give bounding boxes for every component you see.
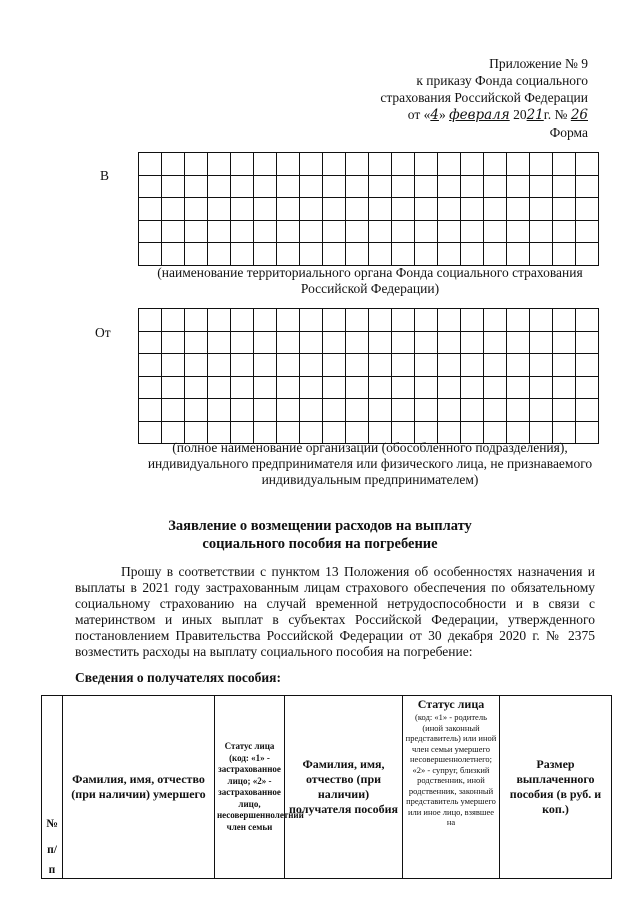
grid-cell[interactable] <box>231 176 254 199</box>
from-caption: (полное наименование организации (обособленного подразделения), индивидуального предпринимателя или физического лица, не признаваемого индивидуальным предпринимателем) <box>147 440 593 487</box>
grid-cell[interactable] <box>208 153 231 176</box>
handwritten-day: 4 <box>430 107 439 123</box>
grid-cell[interactable] <box>530 354 553 377</box>
grid-cell[interactable] <box>346 153 369 176</box>
header-cell-recipient-status: Статус лица (код: «1» - родитель (иной законный представитель) или иной член семьи умершего несовершеннолетнего; «2» - супруг, близкий родственник, иной родственник, законный представитель умершего или иное лицо, взявшее на <box>403 696 500 879</box>
grid-cell[interactable] <box>438 399 461 422</box>
grid-cell[interactable] <box>392 332 415 355</box>
grid-cell[interactable] <box>323 153 346 176</box>
grid-cell[interactable] <box>553 176 576 199</box>
grid-cell[interactable] <box>254 354 277 377</box>
grid-cell[interactable] <box>553 243 576 266</box>
grid-cell[interactable] <box>461 309 484 332</box>
grid-cell[interactable] <box>484 153 507 176</box>
grid-cell[interactable] <box>415 198 438 221</box>
grid-cell[interactable] <box>415 153 438 176</box>
grid-cell[interactable] <box>323 332 346 355</box>
grid-cell[interactable] <box>461 332 484 355</box>
grid-cell[interactable] <box>346 309 369 332</box>
grid-cell[interactable] <box>438 176 461 199</box>
grid-cell[interactable] <box>553 332 576 355</box>
grid-cell[interactable] <box>369 198 392 221</box>
grid-cell[interactable] <box>530 176 553 199</box>
grid-cell[interactable] <box>461 243 484 266</box>
grid-cell[interactable] <box>438 243 461 266</box>
grid-cell[interactable] <box>254 198 277 221</box>
grid-cell[interactable] <box>553 354 576 377</box>
grid-cell[interactable] <box>300 377 323 400</box>
grid-cell[interactable] <box>507 221 530 244</box>
grid-cell[interactable] <box>162 176 185 199</box>
grid-cell[interactable] <box>507 399 530 422</box>
grid-cell[interactable] <box>277 198 300 221</box>
grid-cell[interactable] <box>139 377 162 400</box>
grid-cell[interactable] <box>553 377 576 400</box>
grid-cell[interactable] <box>231 377 254 400</box>
grid-cell[interactable] <box>323 243 346 266</box>
grid-cell[interactable] <box>507 176 530 199</box>
grid-cell[interactable] <box>208 176 231 199</box>
grid-cell[interactable] <box>507 377 530 400</box>
grid-cell[interactable] <box>346 221 369 244</box>
grid-cell[interactable] <box>484 332 507 355</box>
grid-cell[interactable] <box>484 243 507 266</box>
grid-cell[interactable] <box>139 332 162 355</box>
grid-cell[interactable] <box>530 309 553 332</box>
to-caption: (наименование территориального органа Фонда социального страхования Российской Федерации) <box>157 265 583 296</box>
grid-cell[interactable] <box>392 377 415 400</box>
grid-cell[interactable] <box>576 221 599 244</box>
grid-cell[interactable] <box>185 153 208 176</box>
grid-cell[interactable] <box>346 377 369 400</box>
grid-cell[interactable] <box>507 243 530 266</box>
grid-cell[interactable] <box>300 221 323 244</box>
grid-cell[interactable] <box>392 221 415 244</box>
grid-cell[interactable] <box>392 198 415 221</box>
grid-cell[interactable] <box>139 198 162 221</box>
grid-cell[interactable] <box>484 221 507 244</box>
grid-cell[interactable] <box>415 176 438 199</box>
grid-cell[interactable] <box>185 221 208 244</box>
grid-cell[interactable] <box>162 332 185 355</box>
grid-cell[interactable] <box>576 176 599 199</box>
grid-cell[interactable] <box>185 309 208 332</box>
grid-cell[interactable] <box>162 399 185 422</box>
grid-cell[interactable] <box>185 198 208 221</box>
appendix-number: Приложение № 9 <box>489 56 588 71</box>
grid-cell[interactable] <box>323 399 346 422</box>
grid-cell[interactable] <box>139 176 162 199</box>
grid-cell[interactable] <box>369 221 392 244</box>
order-line: к приказу Фонда социального <box>416 73 588 88</box>
grid-cell[interactable] <box>185 377 208 400</box>
grid-cell[interactable] <box>346 354 369 377</box>
sender-organization-grid[interactable] <box>138 308 599 444</box>
grid-cell[interactable] <box>323 377 346 400</box>
document-title: Заявление о возмещении расходов на выплату социального пособия на погребение <box>168 518 472 552</box>
grid-cell[interactable] <box>277 176 300 199</box>
recipient-organ-grid[interactable] <box>138 152 599 266</box>
grid-cell[interactable] <box>346 399 369 422</box>
grid-cell[interactable] <box>530 153 553 176</box>
request-paragraph: Прошу в соответствии с пунктом 13 Положения об особенностях назначения и выплаты в 2021 году застрахованным лицам страхового обеспечения по обязательному социальному страхованию на случай временной нетрудоспособности и в связи с материнством и иных выплат в субъектах Российской Федерации, утвержденного постановлением Правительства Российской Федерации от 30 декабря 2020 г. № 2375 возместить расходы на выплату социального пособия на погребение: <box>75 564 595 659</box>
grid-cell[interactable] <box>507 332 530 355</box>
grid-cell[interactable] <box>300 399 323 422</box>
grid-cell[interactable] <box>484 309 507 332</box>
grid-cell[interactable] <box>323 198 346 221</box>
grid-cell[interactable] <box>208 354 231 377</box>
grid-cell[interactable] <box>392 309 415 332</box>
recipients-table <box>41 695 612 879</box>
grid-cell[interactable] <box>415 243 438 266</box>
grid-cell[interactable] <box>507 309 530 332</box>
grid-cell[interactable] <box>162 221 185 244</box>
header-cell-number: № п/ п <box>42 696 63 879</box>
grid-cell[interactable] <box>369 153 392 176</box>
grid-cell[interactable] <box>392 243 415 266</box>
grid-cell[interactable] <box>208 221 231 244</box>
grid-cell[interactable] <box>438 354 461 377</box>
grid-cell[interactable] <box>277 153 300 176</box>
grid-cell[interactable] <box>369 332 392 355</box>
grid-cell[interactable] <box>461 176 484 199</box>
grid-cell[interactable] <box>208 399 231 422</box>
grid-cell[interactable] <box>507 354 530 377</box>
grid-cell[interactable] <box>231 354 254 377</box>
grid-cell[interactable] <box>576 309 599 332</box>
grid-cell[interactable] <box>346 198 369 221</box>
grid-cell[interactable] <box>530 198 553 221</box>
grid-cell[interactable] <box>300 332 323 355</box>
grid-cell[interactable] <box>139 243 162 266</box>
grid-cell[interactable] <box>254 309 277 332</box>
grid-cell[interactable] <box>461 198 484 221</box>
grid-cell[interactable] <box>415 399 438 422</box>
grid-cell[interactable] <box>576 354 599 377</box>
grid-cell[interactable] <box>392 354 415 377</box>
grid-cell[interactable] <box>438 309 461 332</box>
grid-cell[interactable] <box>277 332 300 355</box>
grid-cell[interactable] <box>369 176 392 199</box>
grid-cell[interactable] <box>300 176 323 199</box>
grid-cell[interactable] <box>277 377 300 400</box>
grid-cell[interactable] <box>323 176 346 199</box>
grid-cell[interactable] <box>162 377 185 400</box>
grid-cell[interactable] <box>484 176 507 199</box>
grid-cell[interactable] <box>231 198 254 221</box>
grid-cell[interactable] <box>461 377 484 400</box>
grid-cell[interactable] <box>530 332 553 355</box>
grid-cell[interactable] <box>392 176 415 199</box>
grid-cell[interactable] <box>139 399 162 422</box>
grid-cell[interactable] <box>231 243 254 266</box>
grid-cell[interactable] <box>277 354 300 377</box>
grid-cell[interactable] <box>254 176 277 199</box>
grid-cell[interactable] <box>208 332 231 355</box>
grid-cell[interactable] <box>576 399 599 422</box>
grid-cell[interactable] <box>139 309 162 332</box>
grid-cell[interactable] <box>415 377 438 400</box>
grid-cell[interactable] <box>277 399 300 422</box>
order-reference <box>380 55 588 141</box>
header-cell-deceased-name: Фамилия, имя, отчество (при наличии) умершего <box>63 696 215 879</box>
grid-cell[interactable] <box>369 354 392 377</box>
grid-cell[interactable] <box>323 309 346 332</box>
grid-cell[interactable] <box>530 399 553 422</box>
grid-cell[interactable] <box>461 399 484 422</box>
grid-cell[interactable] <box>254 377 277 400</box>
grid-cell[interactable] <box>254 399 277 422</box>
grid-cell[interactable] <box>185 332 208 355</box>
form-label: Форма <box>549 125 588 140</box>
grid-cell[interactable] <box>369 243 392 266</box>
grid-cell[interactable] <box>231 399 254 422</box>
grid-cell[interactable] <box>392 153 415 176</box>
grid-cell[interactable] <box>185 399 208 422</box>
header-cell-deceased-status: Статус лица (код: «1» - застрахованное лицо; «2» - застрахованное лицо, несовершеннолетний член семьи <box>215 696 285 879</box>
grid-cell[interactable] <box>346 176 369 199</box>
grid-cell[interactable] <box>139 153 162 176</box>
grid-cell[interactable] <box>438 377 461 400</box>
grid-cell[interactable] <box>392 399 415 422</box>
grid-cell[interactable] <box>415 309 438 332</box>
grid-cell[interactable] <box>323 354 346 377</box>
grid-cell[interactable] <box>507 198 530 221</box>
grid-cell[interactable] <box>277 309 300 332</box>
recipients-heading: Сведения о получателях пособия: <box>75 670 281 685</box>
grid-cell[interactable] <box>484 399 507 422</box>
grid-cell[interactable] <box>162 309 185 332</box>
order-issuer: страхования Российской Федерации <box>380 90 588 105</box>
grid-cell[interactable] <box>553 309 576 332</box>
grid-cell[interactable] <box>300 198 323 221</box>
grid-cell[interactable] <box>576 377 599 400</box>
grid-cell[interactable] <box>576 332 599 355</box>
order-date: от «4» февраля 2021г. № 26 <box>407 107 588 123</box>
grid-cell[interactable] <box>461 221 484 244</box>
grid-cell[interactable] <box>139 354 162 377</box>
grid-cell[interactable] <box>553 153 576 176</box>
grid-cell[interactable] <box>438 153 461 176</box>
grid-cell[interactable] <box>530 243 553 266</box>
to-label: В <box>100 168 110 183</box>
grid-cell[interactable] <box>461 153 484 176</box>
grid-cell[interactable] <box>254 221 277 244</box>
grid-cell[interactable] <box>415 332 438 355</box>
header-cell-recipient-name: Фамилия, имя, отчество (при наличии) получателя пособия <box>285 696 403 879</box>
grid-cell[interactable] <box>415 354 438 377</box>
grid-cell[interactable] <box>185 354 208 377</box>
grid-cell[interactable] <box>553 399 576 422</box>
grid-cell[interactable] <box>254 153 277 176</box>
grid-cell[interactable] <box>300 153 323 176</box>
grid-cell[interactable] <box>530 221 553 244</box>
grid-cell[interactable] <box>507 153 530 176</box>
grid-cell[interactable] <box>300 354 323 377</box>
grid-cell[interactable] <box>438 332 461 355</box>
grid-cell[interactable] <box>162 198 185 221</box>
grid-cell[interactable] <box>346 332 369 355</box>
grid-cell[interactable] <box>254 332 277 355</box>
grid-cell[interactable] <box>231 332 254 355</box>
grid-cell[interactable] <box>162 243 185 266</box>
handwritten-month: февраля <box>449 107 510 123</box>
grid-cell[interactable] <box>300 309 323 332</box>
grid-cell[interactable] <box>484 354 507 377</box>
from-label: От <box>95 325 111 340</box>
grid-cell[interactable] <box>208 243 231 266</box>
grid-cell[interactable] <box>576 198 599 221</box>
grid-cell[interactable] <box>185 243 208 266</box>
grid-cell[interactable] <box>415 221 438 244</box>
grid-cell[interactable] <box>484 377 507 400</box>
grid-cell[interactable] <box>277 243 300 266</box>
grid-cell[interactable] <box>162 153 185 176</box>
grid-cell[interactable] <box>139 221 162 244</box>
grid-cell[interactable] <box>300 243 323 266</box>
grid-cell[interactable] <box>208 377 231 400</box>
grid-cell[interactable] <box>162 354 185 377</box>
grid-cell[interactable] <box>346 243 369 266</box>
grid-cell[interactable] <box>461 354 484 377</box>
grid-cell[interactable] <box>553 221 576 244</box>
grid-cell[interactable] <box>185 176 208 199</box>
grid-cell[interactable] <box>576 243 599 266</box>
grid-cell[interactable] <box>438 221 461 244</box>
grid-cell[interactable] <box>231 153 254 176</box>
grid-cell[interactable] <box>576 153 599 176</box>
grid-cell[interactable] <box>553 198 576 221</box>
grid-cell[interactable] <box>277 221 300 244</box>
grid-cell[interactable] <box>323 221 346 244</box>
grid-cell[interactable] <box>231 309 254 332</box>
grid-cell[interactable] <box>231 221 254 244</box>
header-cell-benefit-amount: Размер выплаченного пособия (в руб. и коп.) <box>500 696 612 879</box>
grid-cell[interactable] <box>530 377 553 400</box>
grid-cell[interactable] <box>438 198 461 221</box>
handwritten-year: 21 <box>526 107 544 123</box>
grid-cell[interactable] <box>369 309 392 332</box>
grid-cell[interactable] <box>369 399 392 422</box>
grid-cell[interactable] <box>208 309 231 332</box>
grid-cell[interactable] <box>369 377 392 400</box>
grid-cell[interactable] <box>484 198 507 221</box>
grid-cell[interactable] <box>254 243 277 266</box>
grid-cell[interactable] <box>208 198 231 221</box>
handwritten-number: 26 <box>570 107 588 123</box>
